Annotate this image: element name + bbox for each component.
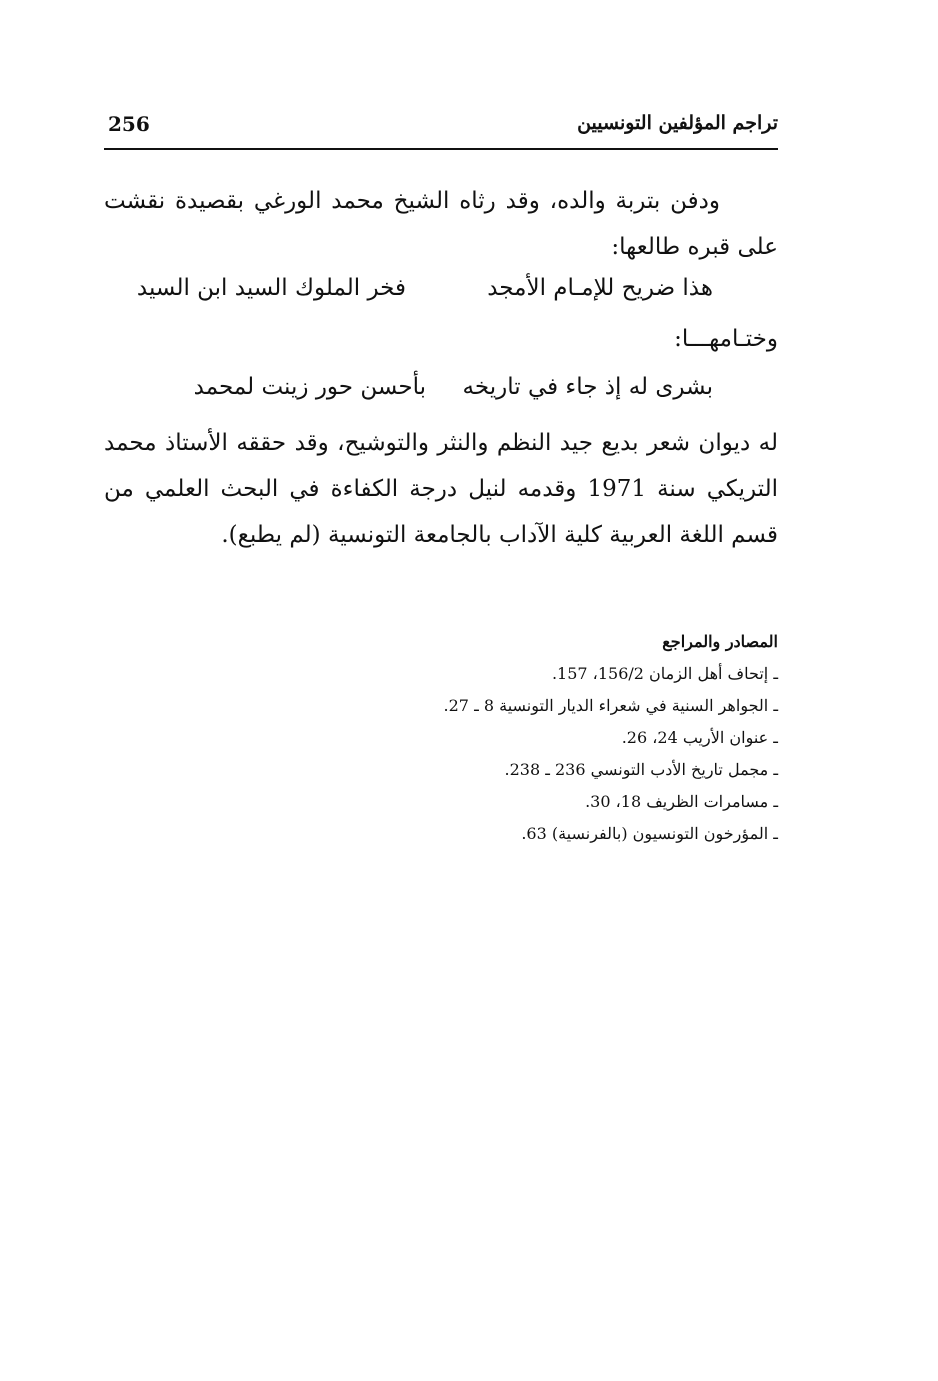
verse-1-first-hemistich: هذا ضريح للإمـام الأمجد: [487, 275, 713, 301]
source-item: ـ مسامرات الظريف 18، 30.: [585, 792, 778, 811]
source-item: ـ مجمل تاريخ الأدب التونسي 236 ـ 238.: [504, 760, 778, 779]
page-number: 256: [108, 112, 150, 136]
verse-2-second-hemistich: بأحسن حور زينت لمحمد: [193, 374, 426, 400]
sources-section: [444, 626, 778, 850]
sources-title: المصادر والمراجع: [662, 632, 778, 651]
paragraph-closing-intro: وختـامهـــا:: [674, 326, 778, 352]
source-item: ـ عنوان الأريب 24، 26.: [621, 728, 778, 747]
verse-1-second-hemistich: فخر الملوك السيد ابن السيد: [136, 275, 406, 301]
source-item: ـ إتحاف أهل الزمان 156/2، 157.: [551, 664, 778, 683]
paragraph-diwan: له ديوان شعر بديع جيد النظم والنثر والتوشيح، وقد حققه الأستاذ محمد التريكي سنة 1971 وقدمه لنيل درجة الكفاءة في البحث العلمي من قسم اللغة العربية كلية الآداب بالجامعة التونسية (لم يطبع).: [104, 430, 779, 548]
source-item: ـ الجواهر السنية في شعراء الديار التونسية 8 ـ 27.: [443, 696, 778, 715]
running-title: تراجم المؤلفين التونسيين: [577, 112, 778, 134]
page-header: [104, 104, 778, 150]
source-item: ـ المؤرخون التونسيون (بالفرنسية) 63.: [521, 824, 778, 843]
verse-2-first-hemistich: بشرى له إذ جاء في تاريخه: [462, 374, 713, 400]
paragraph-burial: ودفن بتربة والده، وقد رثاه الشيخ محمد الورغي بقصيدة نقشت على قبره طالعها:: [104, 188, 778, 260]
